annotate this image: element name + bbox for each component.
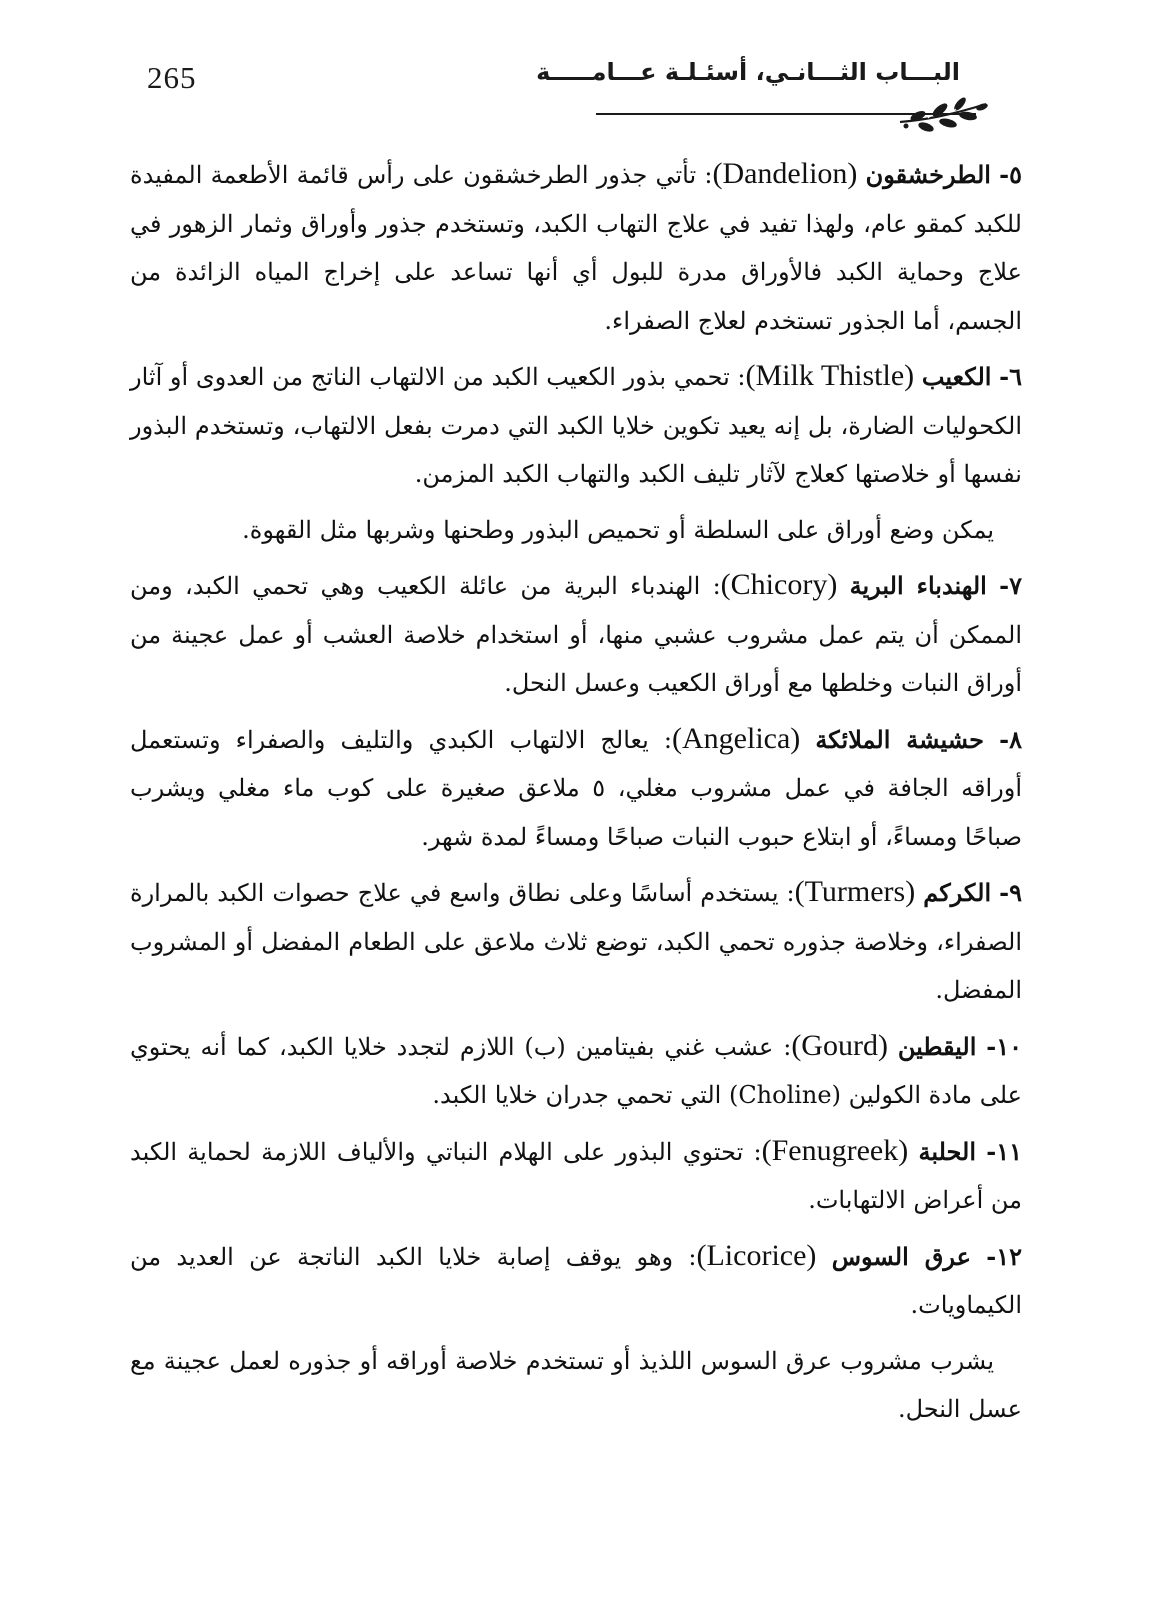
paragraph — [130, 1337, 1022, 1434]
list-item — [130, 1127, 1022, 1225]
list-item — [130, 561, 1022, 708]
item-text: : الهندباء البرية من عائلة الكعيب وهي تحمي الكبد، ومن الممكن أن يتم عمل مشروب عشبي منها، أو استخدام خلاصة العشب أو عمل عجينة من أوراق النبات وخلطها مع أوراق الكعيب وعسل النحل. — [130, 572, 1022, 697]
item-term: عرق السوس — [831, 1241, 971, 1271]
item-number: ٩- — [999, 878, 1022, 907]
item-latin-name: (Licorice) — [696, 1238, 817, 1272]
item-number: ١٠- — [986, 1031, 1022, 1061]
item-text: : تحمي بذور الكعيب الكبد من الالتهاب الناتج من العدوى أو آثار الكحوليات الضارة، بل إنه يعيد تكوين خلايا الكبد التي دمرت بفعل الالتهاب، وتستخدم البذور نفسها أو خلاصتها كعلاج لآثار تليف الكبد والتهاب الكبد المزمن. — [130, 363, 1022, 488]
paragraph-text: يمكن وضع أوراق على السلطة أو تحميص البذور وطحنها وشربها مثل القهوة. — [242, 515, 994, 544]
item-latin-name: (Chicory) — [720, 568, 838, 601]
running-header-title: البـــاب الثـــانـي، أسئـلـة عـــامـــــة — [536, 58, 960, 86]
item-number: ٥- — [999, 160, 1022, 189]
page-number: 265 — [147, 60, 197, 95]
item-latin-name: (Dandelion) — [712, 157, 858, 190]
item-term: اليقطين — [897, 1031, 977, 1061]
item-number: ٨- — [999, 724, 1022, 754]
item-text: : يستخدم أساسًا وعلى نطاق واسع في علاج حصوات الكبد بالمرارة الصفراء، وخلاصة جذوره تحمي الكبد، توضع ثلاث ملاعق على الطعام المفضل أو المشروب المفضل. — [130, 879, 1022, 1004]
list-item — [130, 150, 1022, 345]
item-latin-name: (Angelica) — [672, 721, 801, 755]
item-text: : عشب غني بفيتامين (ب) اللازم لتجدد خلايا الكبد، كما أنه يحتوي على مادة الكولين (Choline) التي تحمي جدران خلايا الكبد. — [130, 1032, 1022, 1109]
item-text: : وهو يوقف إصابة خلايا الكبد الناتجة عن العديد من الكيماويات. — [130, 1242, 1022, 1319]
list-item — [130, 715, 1022, 862]
item-latin-name: (Turmers) — [794, 875, 916, 908]
item-term: الكعيب — [921, 362, 992, 391]
list-item — [130, 1022, 1022, 1120]
item-term: الهندباء البرية — [849, 571, 987, 600]
item-number: ١١- — [986, 1136, 1022, 1166]
list-item — [130, 868, 1022, 1015]
item-text: : يعالج الالتهاب الكبدي والتليف والصفراء وتستعمل أوراقه الجافة في عمل مشروب مغلي، ٥ ملاعق صغيرة على كوب ماء مغلي ويشرب صباحًا ومساءً، أو ابتلاع حبوب النبات صباحًا ومساءً لمدة شهر. — [130, 725, 1023, 851]
item-term: حشيشة الملائكة — [815, 724, 984, 754]
paragraph-text: يشرب مشروب عرق السوس اللذيذ أو تستخدم خلاصة أوراقه أو جذوره لعمل عجينة مع عسل النحل. — [130, 1346, 1022, 1423]
item-number: ١٢- — [986, 1241, 1022, 1271]
page-body — [130, 150, 1022, 1434]
item-term: الكركم — [923, 878, 992, 907]
item-term: الطرخشقون — [865, 160, 991, 189]
item-term: الحلبة — [918, 1136, 976, 1166]
paragraph — [130, 506, 1022, 555]
item-text: : تأتي جذور الطرخشقون على رأس قائمة الأطعمة المفيدة للكبد كمقو عام، ولهذا تفيد في علاج التهاب الكبد، وتستخدم جذور وأوراق وثمار الزهور في علاج وحماية الكبد فالأوراق مدرة للبول أي أنها تساعد على إخراج المياه الزائدة من الجسم، أما الجذور تستخدم لعلاج الصفراء. — [130, 161, 1022, 335]
item-text: : تحتوي البذور على الهلام النباتي والألياف اللازمة لحماية الكبد من أعراض الالتهابات. — [130, 1137, 1022, 1214]
floral-ornament-icon — [898, 96, 990, 136]
item-latin-name: (Milk Thistle) — [745, 359, 915, 392]
list-item — [130, 1232, 1022, 1330]
item-number: ٦- — [999, 362, 1022, 391]
item-latin-name: (Gourd) — [791, 1028, 888, 1062]
item-number: ٧- — [999, 571, 1022, 600]
list-item — [130, 352, 1022, 499]
item-latin-name: (Fenugreek) — [761, 1133, 909, 1167]
